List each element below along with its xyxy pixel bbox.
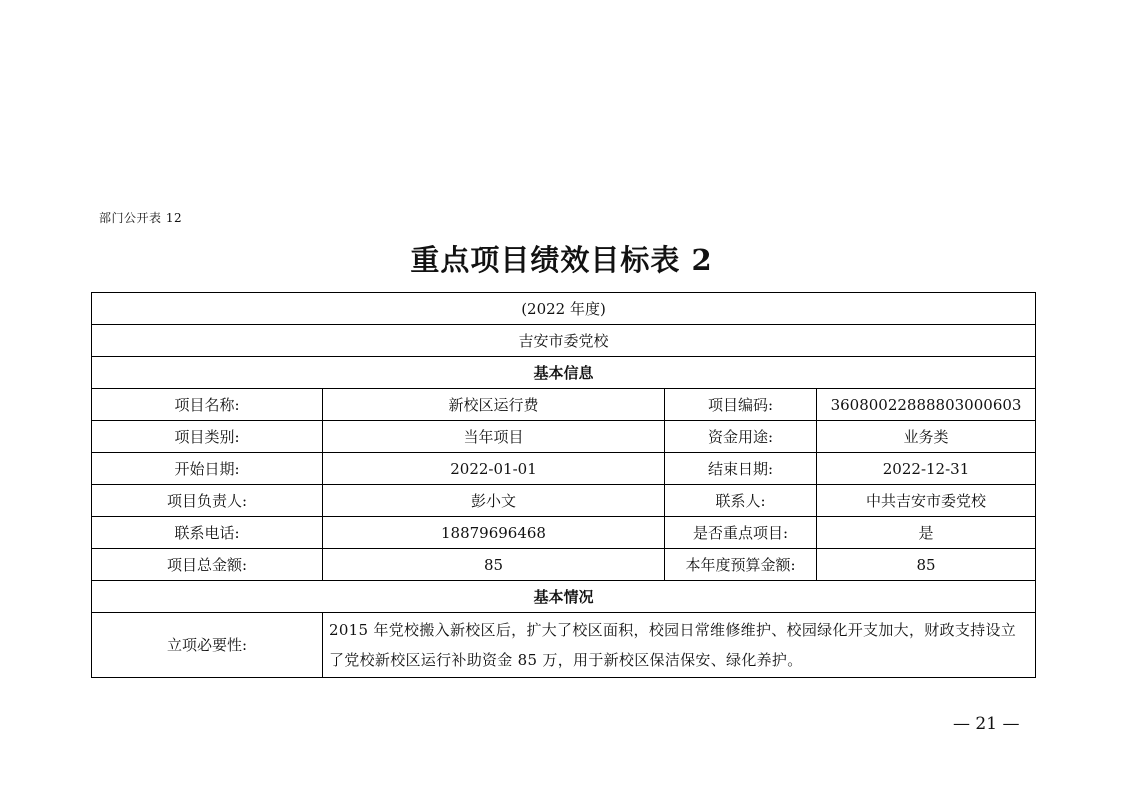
project-category-label: 项目类别:	[92, 421, 323, 453]
fund-usage-value: 业务类	[817, 421, 1036, 453]
project-category-value: 当年项目	[323, 421, 665, 453]
annual-budget-value: 85	[817, 549, 1036, 581]
total-amount-value: 85	[323, 549, 665, 581]
project-name-label: 项目名称:	[92, 389, 323, 421]
year-row	[92, 293, 1036, 325]
phone-label: 联系电话:	[92, 517, 323, 549]
start-date-label: 开始日期:	[92, 453, 323, 485]
performance-target-table	[91, 292, 1036, 678]
project-lead-value: 彭小文	[323, 485, 665, 517]
fund-usage-label: 资金用途:	[665, 421, 817, 453]
phone-value: 18879696468	[323, 517, 665, 549]
key-project-label: 是否重点项目:	[665, 517, 817, 549]
end-date-value: 2022-12-31	[817, 453, 1036, 485]
table-row	[92, 549, 1036, 581]
table-row	[92, 485, 1036, 517]
contact-value: 中共吉安市委党校	[817, 485, 1036, 517]
section-basic-info: 基本信息	[92, 357, 1036, 389]
org-cell: 吉安市委党校	[92, 325, 1036, 357]
contact-label: 联系人:	[665, 485, 817, 517]
year-cell: (2022 年度)	[92, 293, 1036, 325]
table-row	[92, 421, 1036, 453]
section-header-row	[92, 581, 1036, 613]
project-name-value: 新校区运行费	[323, 389, 665, 421]
table-row	[92, 453, 1036, 485]
total-amount-label: 项目总金额:	[92, 549, 323, 581]
page-number: — 21 —	[953, 714, 1020, 734]
project-lead-label: 项目负责人:	[92, 485, 323, 517]
org-row	[92, 325, 1036, 357]
section-basic-situation: 基本情况	[92, 581, 1036, 613]
necessity-text: 2015 年党校搬入新校区后，扩大了校区面积，校园日常维修维护、校园绿化开支加大，财政支持设立了党校新校区运行补助资金 85 万，用于新校区保洁保安、绿化养护。	[323, 613, 1036, 678]
table-row	[92, 389, 1036, 421]
end-date-label: 结束日期:	[665, 453, 817, 485]
table-row	[92, 613, 1036, 678]
necessity-label: 立项必要性:	[92, 613, 323, 678]
document-title: 重点项目绩效目标表 2	[410, 243, 713, 277]
section-header-row	[92, 357, 1036, 389]
annual-budget-label: 本年度预算金额:	[665, 549, 817, 581]
key-project-value: 是	[817, 517, 1036, 549]
table-row	[92, 517, 1036, 549]
start-date-value: 2022-01-01	[323, 453, 665, 485]
project-code-value: 36080022888803000603	[817, 389, 1036, 421]
project-code-label: 项目编码:	[665, 389, 817, 421]
form-tag: 部门公开表 12	[99, 211, 183, 225]
